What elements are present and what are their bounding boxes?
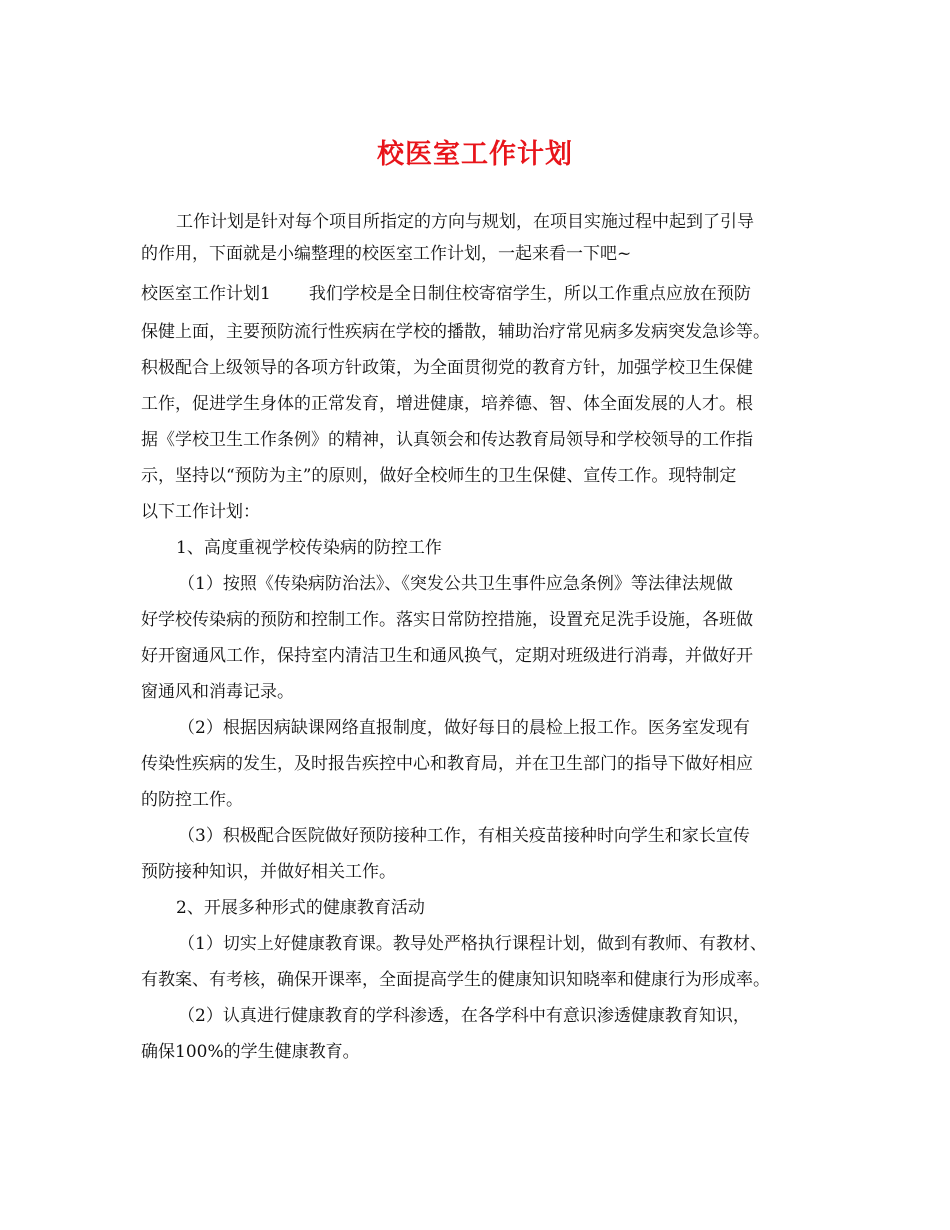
paragraph-line: 积极配合上级领导的各项方针政策，为全面贯彻党的教育方针，加强学校卫生保健 — [141, 358, 753, 378]
document-title: 校医室工作计划 — [377, 139, 573, 170]
paragraph-line: （2）认真进行健康教育的学科渗透，在各学科中有意识渗透健康教育知识， — [178, 1006, 750, 1026]
paragraph-line: 示，坚持以“预防为主”的原则，做好全校师生的卫生保健、宣传工作。现特制定 — [141, 466, 737, 486]
paragraph-line: 窗通风和消毒记录。 — [141, 682, 294, 702]
intro-line-2: 的作用，下面就是小编整理的校医室工作计划，一起来看一下吧~ — [141, 244, 632, 264]
paragraph-line: 有教案、有考核，确保开课率，全面提高学生的健康知识知晓率和健康行为形成率。 — [141, 970, 770, 990]
paragraph-line: 据《学校卫生工作条例》的精神，认真领会和传达教育局领导和学校领导的工作指 — [141, 430, 753, 450]
paragraph-line: 工作，促进学生身体的正常发育，增进健康，培养德、智、体全面发展的人才。根 — [141, 394, 753, 414]
paragraph-line: 我们学校是全日制住校寄宿学生，所以工作重点应放在预防 — [308, 284, 751, 304]
paragraph-line: 传染性疾病的发生，及时报告疾控中心和教育局，并在卫生部门的指导下做好相应 — [141, 754, 753, 774]
paragraph-line: （1）切实上好健康教育课。教导处严格执行课程计划，做到有教师、有教材、 — [178, 934, 767, 954]
paragraph-line: （2）根据因病缺课网络直报制度，做好每日的晨检上报工作。医务室发现有 — [178, 718, 750, 738]
section-heading-1: 1、高度重视学校传染病的防控工作 — [176, 538, 442, 558]
intro-line-1: 工作计划是针对每个项目所指定的方向与规划，在项目实施过程中起到了引导 — [176, 212, 754, 232]
paragraph-line: （1）按照《传染病防治法》、《突发公共卫生事件应急条例》等法律法规做 — [178, 574, 733, 594]
paragraph-line: 好开窗通风工作，保持室内清洁卫生和通风换气，定期对班级进行消毒，并做好开 — [141, 646, 753, 666]
paragraph-line: 的防控工作。 — [141, 790, 243, 810]
plan-subtitle: 校医室工作计划1 — [141, 284, 271, 304]
paragraph-line: 预防接种知识，并做好相关工作。 — [141, 862, 396, 882]
section-heading-2: 2、开展多种形式的健康教育活动 — [176, 898, 425, 918]
paragraph-line: 确保100%的学生健康教育。 — [141, 1042, 360, 1062]
paragraph-line: 保健上面，主要预防流行性疾病在学校的播散，辅助治疗常见病多发病突发急诊等。 — [141, 322, 770, 342]
paragraph-line: 以下工作计划： — [141, 502, 260, 522]
paragraph-line: 好学校传染病的预防和控制工作。落实日常防控措施，设置充足洗手设施，各班做 — [141, 610, 753, 630]
plan-heading-row — [141, 282, 751, 306]
paragraph-line: （3）积极配合医院做好预防接种工作，有相关疫苗接种时向学生和家长宣传 — [178, 826, 750, 846]
